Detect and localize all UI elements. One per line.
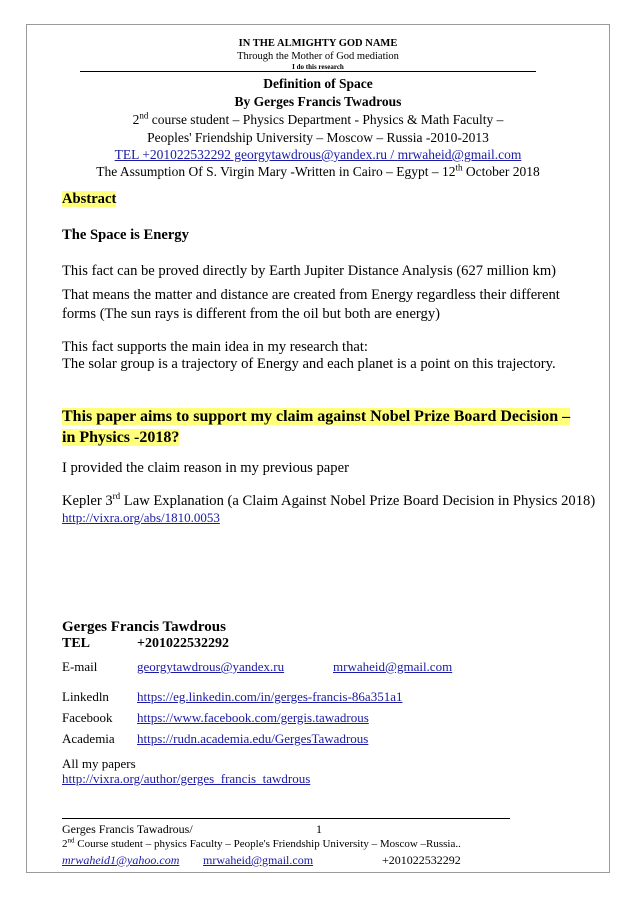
contact-papers-label: All my papers xyxy=(62,756,136,771)
footer-email2-link[interactable]: mrwaheid@gmail.com xyxy=(203,853,314,867)
author-line: By Gerges Francis Twadrous xyxy=(234,94,402,109)
title-tel-link[interactable]: TEL +201022532292 xyxy=(114,147,231,162)
abstract-p2-line2: forms (The sun rays is different from the oil but both are energy) xyxy=(62,306,440,322)
title-email2-link[interactable]: mrwaheid@gmail.com xyxy=(397,147,522,162)
contact-linkedin-link[interactable]: https://eg.linkedin.com/in/gerges-francis-86a351a1 xyxy=(137,689,403,704)
contact-name: Gerges Francis Tawdrous xyxy=(62,619,226,635)
footer-phone: +201022532292 xyxy=(382,853,461,867)
contact-line: TEL +201022532292 georgytawdrous@yandex.ru / mrwaheid@gmail.com xyxy=(114,147,522,162)
abstract-subheading: The Space is Energy xyxy=(62,227,189,243)
claim-p1: I provided the claim reason in my previous paper xyxy=(62,460,349,476)
header-line-3: I do this research xyxy=(292,63,344,71)
contact-academia-label: Academia xyxy=(62,731,115,746)
header-line-1: IN THE ALMIGHTY GOD NAME xyxy=(238,38,398,49)
footer-rule xyxy=(62,818,510,819)
contact-email-label: E-mail xyxy=(62,659,98,674)
contact-papers-link[interactable]: http://vixra.org/author/gerges_francis_tawdrous xyxy=(62,771,311,786)
claim-reference-link[interactable]: http://vixra.org/abs/1810.0053 xyxy=(62,510,220,525)
contact-facebook-label: Facebook xyxy=(62,710,113,725)
claim-heading-line2: in Physics -2018? xyxy=(62,429,180,446)
university-line: Peoples' Friendship University – Moscow – Russia -2010-2013 xyxy=(147,130,489,145)
footer-author: Gerges Francis Tawadrous/ xyxy=(62,822,193,836)
contact-linkedin-label: Linkedln xyxy=(62,689,109,704)
header-line-2: Through the Mother of God mediation xyxy=(237,51,399,62)
contact-tel-label: TEL xyxy=(62,636,91,651)
contact-email2-link[interactable]: mrwaheid@gmail.com xyxy=(333,659,453,674)
contact-facebook-link[interactable]: https://www.facebook.com/gergis.tawadrous xyxy=(137,710,369,725)
footer-course: 2nd Course student – physics Faculty – People's Friendship University – Moscow –Russia.. xyxy=(62,836,461,850)
abstract-heading: Abstract xyxy=(62,191,117,207)
title-email1-link[interactable]: georgytawdrous@yandex.ru xyxy=(230,147,388,162)
paper-title: Definition of Space xyxy=(263,76,373,91)
footer-email1-link[interactable]: mrwaheid1@yahoo.com xyxy=(62,853,180,867)
header-rule xyxy=(80,71,536,72)
abstract-p3-line1: This fact supports the main idea in my research that: xyxy=(62,339,368,355)
contact-tel-value: +201022532292 xyxy=(137,636,229,651)
abstract-p3-line2: The solar group is a trajectory of Energy and each planet is a point on this trajectory. xyxy=(62,356,556,372)
footer-page-number: 1 xyxy=(316,822,322,836)
abstract-p1: This fact can be proved directly by Earth Jupiter Distance Analysis (627 million km) xyxy=(62,263,557,279)
course-line: 2nd course student – Physics Department - Physics & Math Faculty – xyxy=(132,110,504,127)
assumption-line: The Assumption Of S. Virgin Mary -Written in Cairo – Egypt – 12th October 2018 xyxy=(96,162,540,179)
claim-reference: Kepler 3rd Law Explanation (a Claim Against Nobel Prize Board Decision in Physics 2018) xyxy=(62,491,596,509)
abstract-p2-line1: That means the matter and distance are created from Energy regardless their different xyxy=(62,287,560,303)
contact-email1-link[interactable]: georgytawdrous@yandex.ru xyxy=(137,659,285,674)
contact-academia-link[interactable]: https://rudn.academia.edu/GergesTawadrous xyxy=(137,731,369,746)
claim-heading-line1: This paper aims to support my claim against Nobel Prize Board Decision – xyxy=(62,408,571,425)
